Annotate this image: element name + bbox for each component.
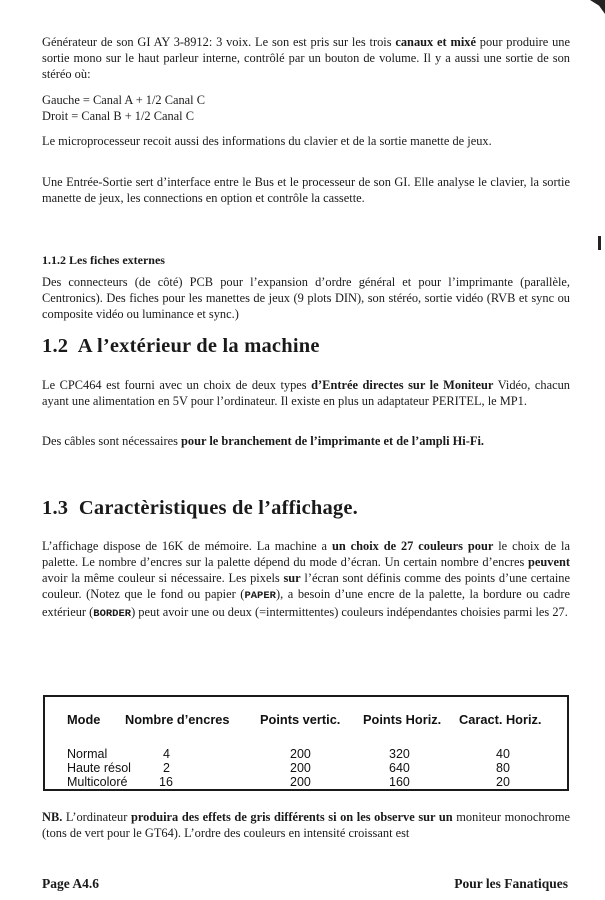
stereo-right: Droit = Canal B + 1/2 Canal C xyxy=(42,109,194,123)
table-cell: Haute résol xyxy=(67,761,131,775)
stereo-formulas xyxy=(42,92,570,124)
paragraph-external-2 xyxy=(42,433,570,449)
text: Le CPC464 est fourni avec un choix de deux types xyxy=(42,378,312,392)
text: avoir la même couleur si nécessaire. Les pixels xyxy=(42,571,284,585)
section-number: 1.3 xyxy=(42,497,69,519)
paragraph-external-1 xyxy=(42,377,570,409)
text: Le microprocesseur recoit aussi des informations du clavier et de la sortie manette de jeux. xyxy=(42,134,492,148)
keyword-paper: PAPER xyxy=(244,590,276,602)
scan-mark xyxy=(598,236,601,250)
table-cell: 4 xyxy=(163,747,170,761)
text: Générateur de son GI AY 3-8912: 3 voix. Le son est pris sur les trois xyxy=(42,35,396,49)
table-header-mode: Mode xyxy=(67,712,101,727)
bold-text: d’Entrée directes sur le Moniteur xyxy=(311,378,494,392)
text: moniteur monochrome (tons de vert pour le GT64). L’ordre des couleurs en intensité croissant est xyxy=(42,810,570,840)
modes-table xyxy=(43,695,569,791)
subsection-number: 1.1.2 xyxy=(42,253,66,267)
table-cell: 200 xyxy=(290,747,311,761)
section-heading-13 xyxy=(42,497,570,519)
text: le choix de la palette. Le nombre d’encres sur la palette dépend du mode d’écran. Un certain nombre d’encres xyxy=(42,539,570,569)
stereo-left: Gauche = Canal A + 1/2 Canal C xyxy=(42,93,205,107)
bold-text: un choix de 27 couleurs pour xyxy=(331,539,494,553)
table-cell: 2 xyxy=(163,761,170,775)
paragraph-display xyxy=(42,538,570,622)
bold-text: peuvent xyxy=(528,555,570,569)
text: Une Entrée-Sortie sert d’interface entre le Bus et le processeur de son GI. Elle analyse le clavier, la sortie manette de jeux, les connections en option et contrôle la cassette. xyxy=(42,175,570,205)
text: Des câbles sont nécessaires xyxy=(42,434,182,448)
text: ), a besoin d’une encre de la palette, la bordure ou cadre extérieur ( xyxy=(42,587,570,619)
table-header-horizontal: Points Horiz. xyxy=(363,712,442,727)
table-header-inks: Nombre d’encres xyxy=(125,712,230,727)
section-title: Caractèristiques de l’affichage. xyxy=(78,497,358,519)
bold-text: NB. xyxy=(42,810,63,824)
table-cell: 20 xyxy=(496,775,510,789)
section-title: A l’extérieur de la machine xyxy=(77,335,320,357)
text: l’écran sont définis comme des points d’une certaine couleur. (Notez que le fond ou papier ( xyxy=(42,571,570,601)
subsection-heading-112 xyxy=(42,252,570,268)
footer-book-title: Pour les Fanatiques xyxy=(454,876,568,891)
table-cell: 40 xyxy=(496,747,510,761)
table-cell: 200 xyxy=(290,775,311,789)
bold-text: sur xyxy=(283,571,301,585)
paragraph-sound-generator xyxy=(42,34,570,82)
paragraph-microprocessor xyxy=(42,133,570,149)
section-number: 1.2 xyxy=(42,335,69,357)
text: Vidéo, chacun ayant une alimentation en 5V pour l’ordinateur. Il existe en plus un adaptateur PERITEL, le MP1. xyxy=(42,378,570,408)
table-cell: 160 xyxy=(389,775,410,789)
paragraph-connectors xyxy=(42,274,570,322)
table-cell: 200 xyxy=(290,761,311,775)
bold-text: produira des effets de gris différents si on les observe sur un xyxy=(130,810,453,824)
subsection-title: Les fiches externes xyxy=(69,253,165,267)
text: Des connecteurs (de côté) PCB pour l’expansion d’ordre général et pour l’imprimante (parallèle, Centronics). Des fiches pour les manettes de jeux (9 plots DIN), son stéréo, sortie vidéo (RVB et sync ou composite vidéo ou luminance et sync.) xyxy=(42,275,570,321)
bold-text: canaux et mixé xyxy=(395,35,476,49)
section-heading-12 xyxy=(42,335,570,357)
paragraph-io xyxy=(42,174,570,206)
table-cell: 640 xyxy=(389,761,410,775)
scan-mark xyxy=(590,0,605,14)
text: L’affichage dispose de 16K de mémoire. La machine a xyxy=(42,539,332,553)
text: pour produire une sortie mono sur le haut parleur interne, contrôlé par un bouton de volume. Il y a aussi une sortie de son stéréo où: xyxy=(42,35,570,81)
table-cell: 320 xyxy=(389,747,410,761)
table-cell: 16 xyxy=(159,775,173,789)
text: ) peut avoir une ou deux (=intermittentes) couleurs indépendantes choisies parmi les 27. xyxy=(131,605,568,619)
table-cell: 80 xyxy=(496,761,510,775)
bold-text: pour le branchement de l’imprimante et de l’ampli Hi-Fi. xyxy=(181,434,484,448)
table-cell: Normal xyxy=(67,747,108,761)
table-header-chars: Caract. Horiz. xyxy=(459,712,542,727)
paragraph-nb xyxy=(42,809,570,841)
table-cell: Multicoloré xyxy=(67,775,128,789)
keyword-border: BORDER xyxy=(93,608,132,620)
text: L’ordinateur xyxy=(62,810,131,824)
table-header-vertical: Points vertic. xyxy=(260,712,341,727)
footer-page-number: Page A4.6 xyxy=(42,876,99,891)
